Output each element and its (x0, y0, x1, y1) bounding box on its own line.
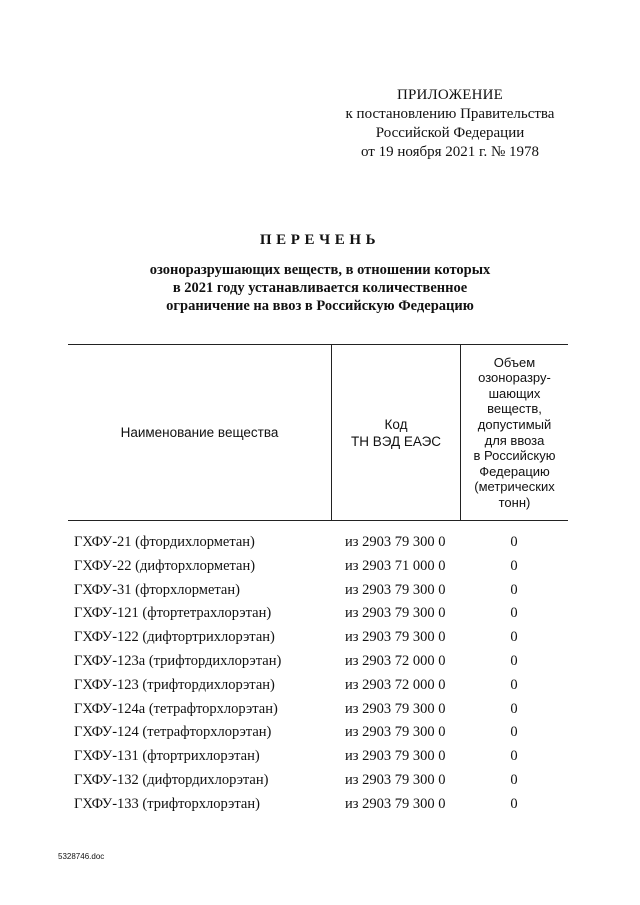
substance-code: из 2903 79 300 0 (345, 700, 446, 717)
substance-code: из 2903 79 300 0 (345, 534, 446, 550)
substance-volume: 0 (510, 629, 518, 646)
table-row (68, 653, 588, 677)
table-row (68, 772, 588, 796)
substance-code: из 2903 71 000 0 (345, 557, 446, 574)
header-substance-name: Наименование вещества (68, 345, 332, 520)
header-volume-line: Объем (493, 354, 536, 370)
substance-code: из 2903 79 300 0 (345, 629, 446, 646)
substance-code: из 2903 79 300 0 (345, 605, 446, 622)
heading-subtitle-2: в 2021 году устанавливается количественное (172, 280, 468, 296)
table-header-row (68, 344, 568, 521)
substance-volume: 0 (510, 771, 518, 788)
appendix-block (330, 86, 570, 162)
header-volume-line: (метрических (474, 479, 555, 495)
table-row (68, 748, 588, 772)
appendix-line-2: Российской Федерации (375, 125, 525, 141)
substance-code: из 2903 79 300 0 (345, 724, 446, 741)
substance-code: из 2903 79 300 0 (345, 748, 446, 765)
substance-name: ГХФУ-121 (фтортетрахлорэтан) (74, 605, 272, 622)
substance-volume: 0 (510, 581, 518, 598)
substance-name: ГХФУ-124 (тетрафторхлорэтан) (74, 724, 272, 741)
substance-code: из 2903 79 300 0 (345, 581, 446, 598)
substance-name: ГХФУ-123 (трифтордихлорэтан) (74, 676, 275, 693)
heading-subtitle-1: озоноразрушающих веществ, в отношении которых (149, 262, 491, 278)
substance-name: ГХФУ-123а (трифтордихлорэтан) (74, 652, 282, 669)
document-id-footer: 5328746.doc (58, 852, 105, 861)
substance-code: из 2903 79 300 0 (345, 771, 446, 788)
substance-code: из 2903 72 000 0 (345, 676, 446, 693)
substance-volume: 0 (510, 724, 518, 741)
substance-name: ГХФУ-21 (фтордихлорметан) (74, 534, 255, 550)
substance-name: ГХФУ-122 (дифтортрихлорэтан) (74, 629, 275, 646)
substance-name: ГХФУ-124а (тетрафторхлорэтан) (74, 700, 278, 717)
table-row (68, 677, 588, 701)
table-row (68, 796, 588, 820)
table-row (68, 605, 588, 629)
header-volume-line: веществ, (487, 401, 542, 417)
substance-code: из 2903 72 000 0 (345, 652, 446, 669)
header-volume (461, 345, 568, 520)
substance-table-body (68, 534, 588, 820)
substance-volume: 0 (510, 605, 518, 622)
substance-name: ГХФУ-133 (трифторхлорэтан) (74, 795, 260, 812)
appendix-line-3: от 19 ноября 2021 г. № 1978 (360, 144, 540, 160)
substance-volume: 0 (510, 700, 518, 717)
substance-name: ГХФУ-31 (фторхлорметан) (74, 581, 240, 598)
substance-volume: 0 (510, 676, 518, 693)
substance-code: из 2903 79 300 0 (345, 795, 446, 812)
substance-volume: 0 (510, 534, 518, 550)
header-volume-line: Федерацию (479, 463, 550, 479)
substance-name: ГХФУ-22 (дифторхлорметан) (74, 557, 256, 574)
substance-volume: 0 (510, 652, 518, 669)
table-row (68, 582, 588, 606)
header-volume-line: в Российскую (473, 448, 556, 464)
substance-volume: 0 (510, 748, 518, 765)
table-row (68, 724, 588, 748)
document-heading (60, 232, 580, 315)
header-volume-line: допустимый (477, 416, 552, 432)
substance-volume: 0 (510, 795, 518, 812)
table-row (68, 629, 588, 653)
substance-name: ГХФУ-131 (фтортрихлорэтан) (74, 748, 260, 765)
appendix-title: ПРИЛОЖЕНИЕ (396, 87, 504, 103)
substance-volume: 0 (510, 557, 518, 574)
table-row (68, 558, 588, 582)
appendix-line-1: к постановлению Правительства (345, 106, 555, 122)
header-volume-line: для ввоза (484, 432, 545, 448)
header-volume-line: шающих (488, 385, 541, 401)
heading-subtitle-3: ограничение на ввоз в Российскую Федерацию (166, 298, 474, 314)
header-code (332, 345, 461, 520)
header-volume-line: озоноразру- (478, 370, 551, 386)
header-code-line: Код (384, 416, 408, 432)
substance-table-header (68, 344, 568, 521)
table-row (68, 534, 588, 558)
header-code-line: ТН ВЭД ЕАЭС (350, 433, 442, 449)
heading-title: ПЕРЕЧЕНЬ (259, 232, 381, 248)
header-volume-line: тонн) (498, 494, 531, 510)
substance-name: ГХФУ-132 (дифтордихлорэтан) (74, 771, 269, 788)
table-row (68, 701, 588, 725)
